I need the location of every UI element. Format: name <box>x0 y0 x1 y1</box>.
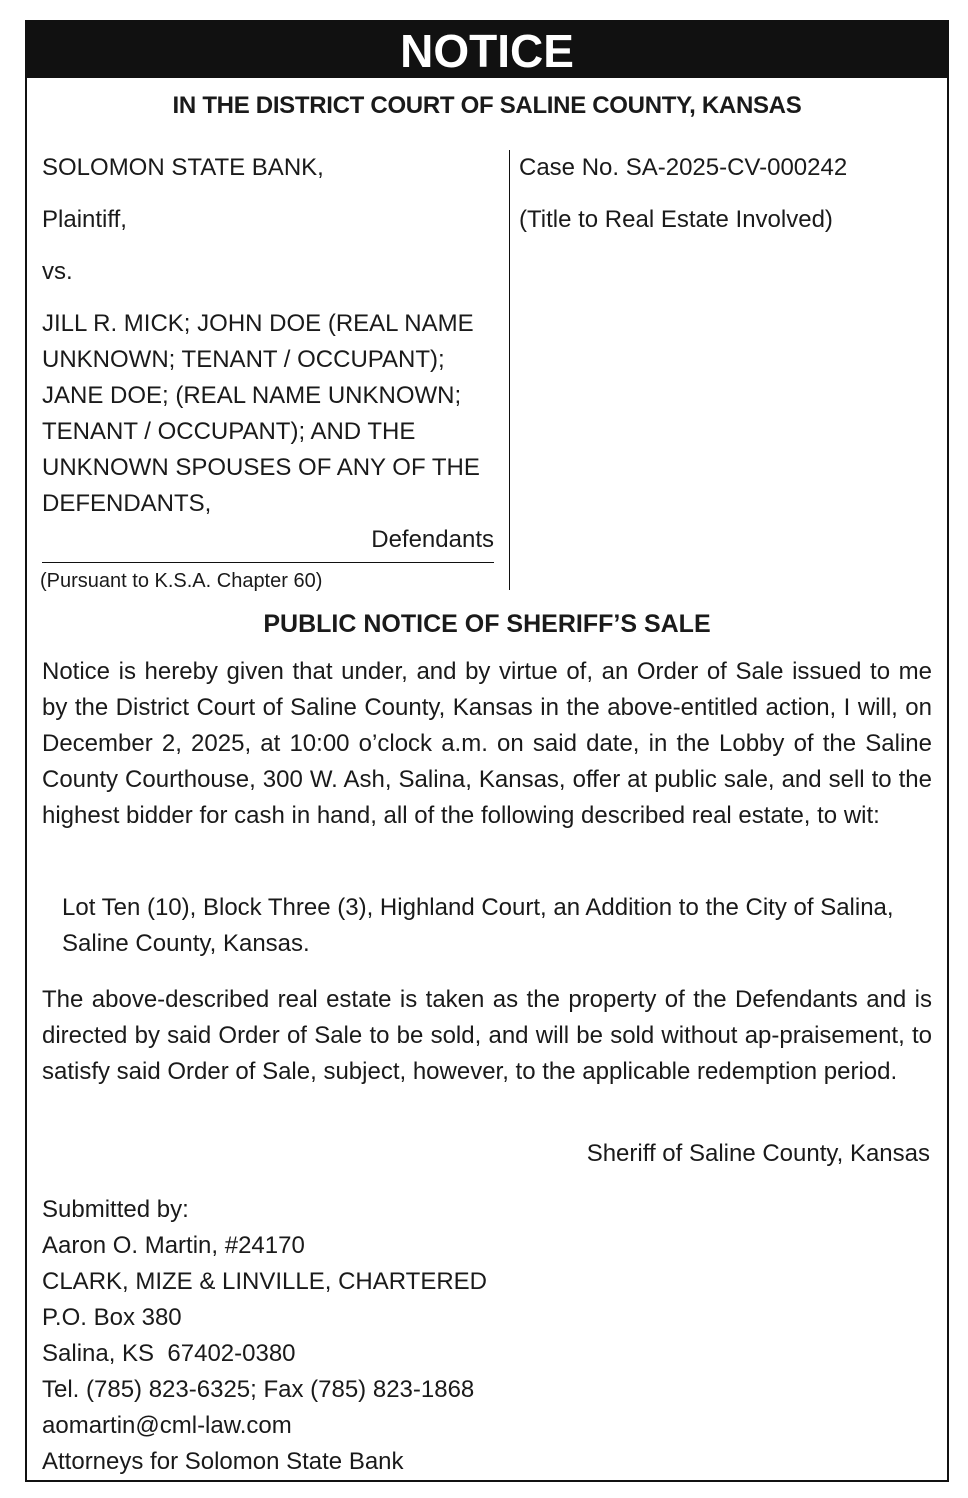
pursuant-note: (Pursuant to K.S.A. Chapter 60) <box>40 570 323 592</box>
defendant-line: JILL R. MICK; JOHN DOE (REAL NAME <box>42 310 474 337</box>
defendant-line: UNKNOWN; TENANT / OCCUPANT); <box>42 346 445 373</box>
law-firm: CLARK, MIZE & LINVILLE, CHARTERED <box>42 1268 488 1295</box>
case-number: Case No. SA-2025-CV-000242 <box>519 154 848 181</box>
notice-title: PUBLIC NOTICE OF SHERIFF’S SALE <box>263 610 711 638</box>
plaintiff-label: Plaintiff, <box>42 206 127 233</box>
city-state-zip: Salina, KS 67402-0380 <box>42 1340 296 1367</box>
caption-vertical-divider <box>509 150 510 590</box>
legal-description: Lot Ten (10), Block Three (3), Highland Court, an Addition to the City of Salina, Saline County, Kansas. <box>62 894 894 957</box>
plaintiff-name: SOLOMON STATE BANK, <box>42 154 324 181</box>
defendant-line: TENANT / OCCUPANT); AND THE <box>42 418 416 445</box>
submitted-by-block <box>42 1192 487 1480</box>
email-address[interactable]: aomartin@cml-law.com <box>42 1412 292 1439</box>
phone-fax: Tel. (785) 823-6325; Fax (785) 823-1868 <box>42 1376 475 1403</box>
title-note: (Title to Real Estate Involved) <box>519 206 833 233</box>
defendants-label: Defendants <box>371 526 494 553</box>
defendant-list <box>42 306 494 522</box>
versus-label: vs. <box>42 258 73 285</box>
court-heading: IN THE DISTRICT COURT OF SALINE COUNTY, KANSAS <box>172 92 802 119</box>
submitted-label: Submitted by: <box>42 1196 189 1223</box>
caption-divider <box>42 562 494 563</box>
case-caption-details <box>519 150 847 254</box>
attorney-role: Attorneys for Solomon State Bank <box>42 1448 404 1475</box>
notice-paragraph-1: Notice is hereby given that under, and by virtue of, an Order of Sale issued to me by the District Court of Saline County, Kansas in the above-entitled action, I will, on December 2, 2025, at 10:00 o’clock a.m. on said date, in the Lobby of the Saline County Courthouse, 300 W. Ash, Salina, Kansas, offer at public sale, and sell to the highest bidder for cash in hand, all of the following described real estate, to wit: <box>42 658 932 829</box>
notice-frame <box>25 20 949 1482</box>
notice-header: NOTICE <box>27 22 947 78</box>
case-caption-parties <box>42 150 494 558</box>
po-box: P.O. Box 380 <box>42 1304 182 1331</box>
defendant-line: UNKNOWN SPOUSES OF ANY OF THE <box>42 454 480 481</box>
sheriff-signature: Sheriff of Saline County, Kansas <box>586 1140 930 1167</box>
defendant-line: JANE DOE; (REAL NAME UNKNOWN; <box>42 382 462 409</box>
defendant-line: DEFENDANTS, <box>42 490 212 517</box>
notice-paragraph-2: The above-described real estate is taken as the property of the Defendants and is directed by said Order of Sale to be sold, and will be sold without ap-praisement, to satisfy said Order of Sale, subject, however, to the applicable redemption period. <box>42 986 932 1085</box>
attorney-name: Aaron O. Martin, #24170 <box>42 1232 305 1259</box>
